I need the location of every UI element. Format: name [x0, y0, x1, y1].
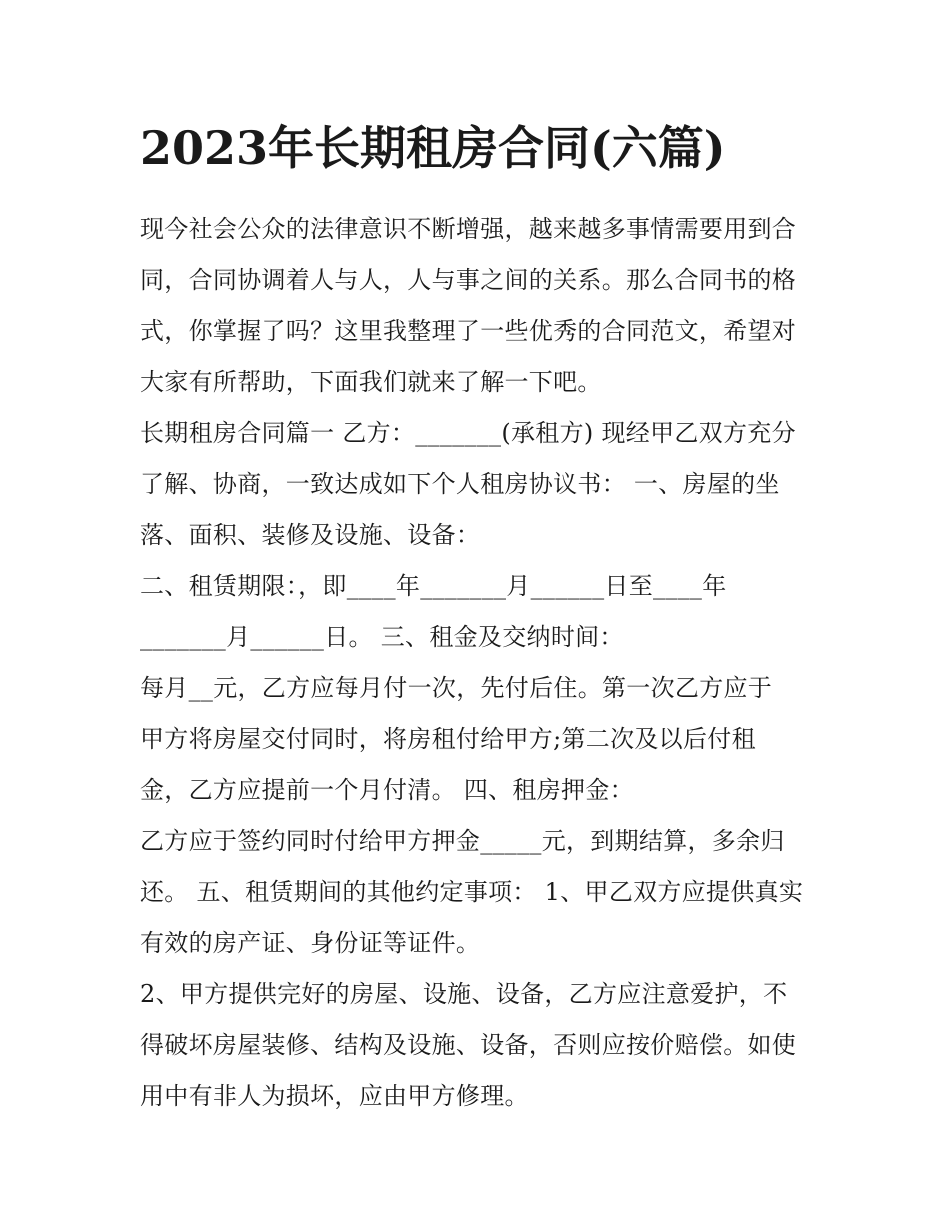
body-line: 用中有非人为损坏，应由甲方修理。 — [140, 1082, 529, 1110]
body-line: 甲方将房屋交付同时，将房租付给甲方;第二次及以后付租 — [140, 725, 756, 753]
body-line: 了解、协商，一致达成如下个人租房协议书： 一、房屋的坐 — [140, 470, 780, 498]
document-title: 2023年长期租房合同(六篇) — [140, 121, 726, 175]
body-line: 大家有所帮助，下面我们就来了解一下吧。 — [140, 368, 602, 396]
body-line: 得破坏房屋装修、结构及设施、设备，否则应按价赔偿。如使 — [140, 1031, 797, 1059]
body-line: 金，乙方应提前一个月付清。 四、租房押金： — [140, 776, 634, 804]
body-line: 同，合同协调着人与人，人与事之间的关系。那么合同书的格 — [140, 266, 797, 294]
body-line: 有效的房产证、身份证等证件。 — [140, 929, 481, 957]
body-line: _______月______日。 三、租金及交纳时间： — [140, 623, 624, 651]
body-line: 2、甲方提供完好的房屋、设施、设备，乙方应注意爱护，不 — [140, 980, 788, 1008]
body-line: 落、面积、装修及设施、设备： — [140, 521, 481, 549]
body-line: 乙方应于签约同时付给甲方押金_____元，到期结算，多余归 — [140, 827, 785, 855]
document-page — [140, 118, 820, 1122]
body-line: 二、租赁期限：，即____年_______月______日至____年 — [140, 572, 727, 600]
body-line: 长期租房合同篇一 乙方：_______(承租方) 现经甲乙双方充分 — [140, 419, 796, 447]
body-line: 每月__元，乙方应每月付一次，先付后住。第一次乙方应于 — [140, 674, 773, 702]
body-line: 现今社会公众的法律意识不断增强，越来越多事情需要用到合 — [140, 215, 797, 243]
body-line: 式，你掌握了吗？这里我整理了一些优秀的合同范文，希望对 — [140, 317, 797, 345]
body-line: 还。 五、租赁期间的其他约定事项： 1、甲乙双方应提供真实 — [140, 878, 804, 906]
